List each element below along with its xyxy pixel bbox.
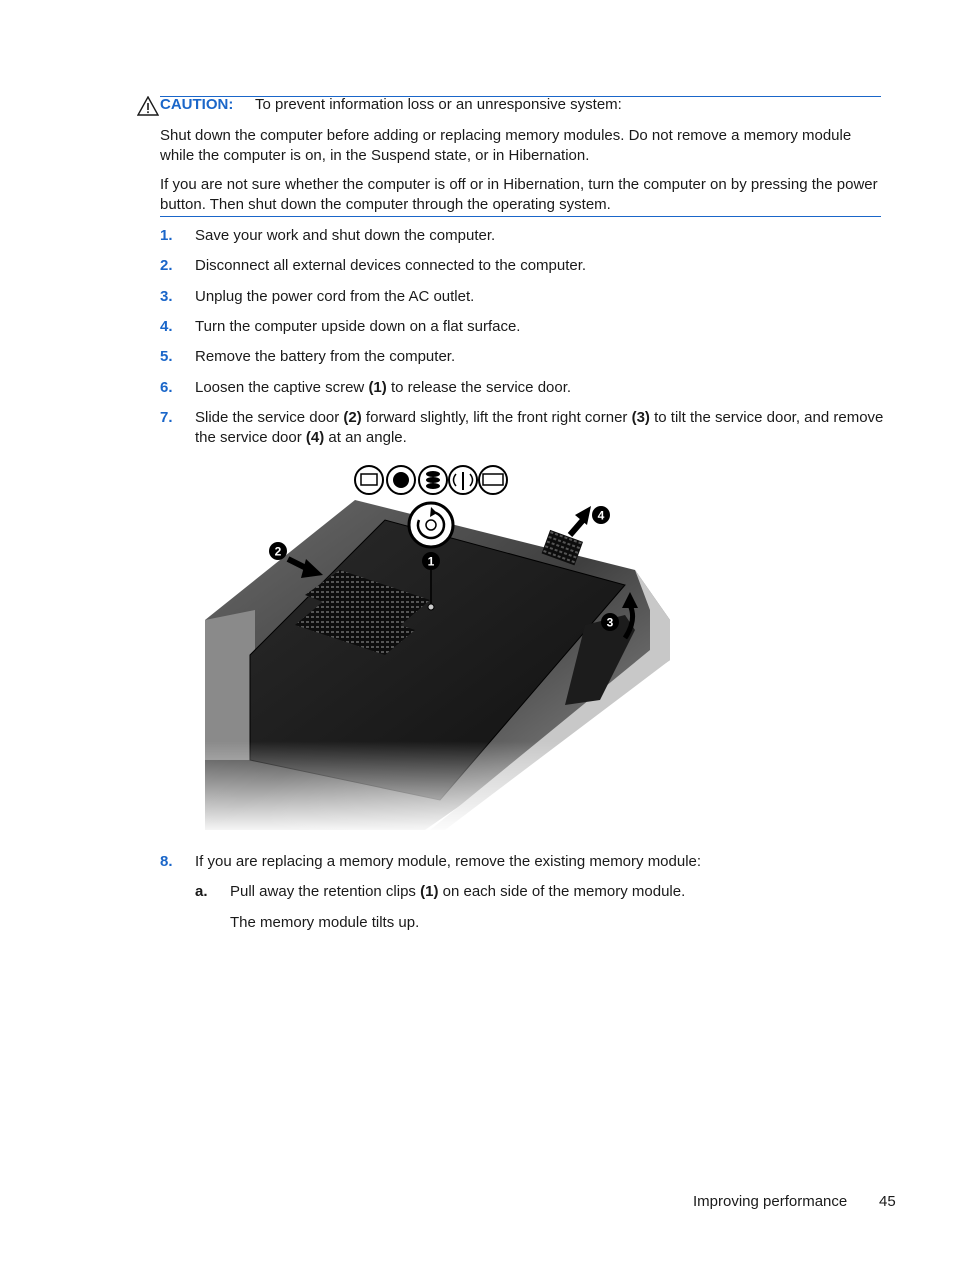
substep-text: Pull away the retention clips (1) on each side of the memory module.	[230, 883, 686, 900]
page-number: 45	[879, 1193, 896, 1210]
substep-note-text: The memory module tilts up.	[230, 914, 420, 931]
step-text: Disconnect all external devices connected to the computer.	[195, 257, 587, 274]
step-number: 4.	[160, 318, 173, 335]
step-text: Unplug the power cord from the AC outlet.	[195, 288, 475, 305]
svg-text:2: 2	[274, 544, 282, 559]
step-number: 2.	[160, 257, 173, 274]
screw-release-icon	[409, 503, 453, 547]
step-number: 6.	[160, 379, 173, 396]
svg-text:1: 1	[427, 554, 435, 569]
step-text: Turn the computer upside down on a flat surface.	[195, 318, 521, 335]
step-number: 1.	[160, 227, 173, 244]
step-text: Slide the service door (2) forward slightly, lift the front right corner (3) to tilt the service door, and remove the service door (4) at an angle.	[195, 409, 884, 446]
caution-heading	[160, 96, 622, 114]
service-door-illustration	[195, 460, 685, 835]
caution-label: CAUTION:	[160, 96, 234, 113]
caution-paragraph-1: Shut down the computer before adding or replacing memory modules. Do not remove a memory module while the computer is on, in the Suspend state, or in Hibernation.	[160, 127, 852, 164]
callout-4	[592, 506, 610, 524]
svg-text:3: 3	[606, 615, 614, 630]
warning-triangle-icon	[137, 96, 159, 116]
footer-section-title: Improving performance	[693, 1193, 848, 1210]
callout-2	[269, 542, 287, 560]
step-number: 3.	[160, 288, 173, 305]
callout-1	[422, 552, 440, 570]
step-number: 7.	[160, 409, 173, 426]
bay-icons-row	[355, 466, 507, 494]
step-text: Save your work and shut down the computer.	[195, 227, 496, 244]
step-text: Remove the battery from the computer.	[195, 348, 456, 365]
caution-paragraph-2: If you are not sure whether the computer is off or in Hibernation, turn the computer on by pressing the power button. Then shut down the computer through the operating system.	[160, 176, 878, 213]
step-text: If you are replacing a memory module, remove the existing memory module:	[195, 853, 702, 870]
step-number: 5.	[160, 348, 173, 365]
callout-3	[601, 613, 619, 631]
svg-text:4: 4	[597, 508, 605, 523]
caution-intro: To prevent information loss or an unresponsive system:	[255, 96, 622, 113]
step-text: Loosen the captive screw (1) to release the service door.	[195, 379, 572, 396]
step-number: 8.	[160, 853, 173, 870]
substep-letter: a.	[195, 883, 208, 900]
